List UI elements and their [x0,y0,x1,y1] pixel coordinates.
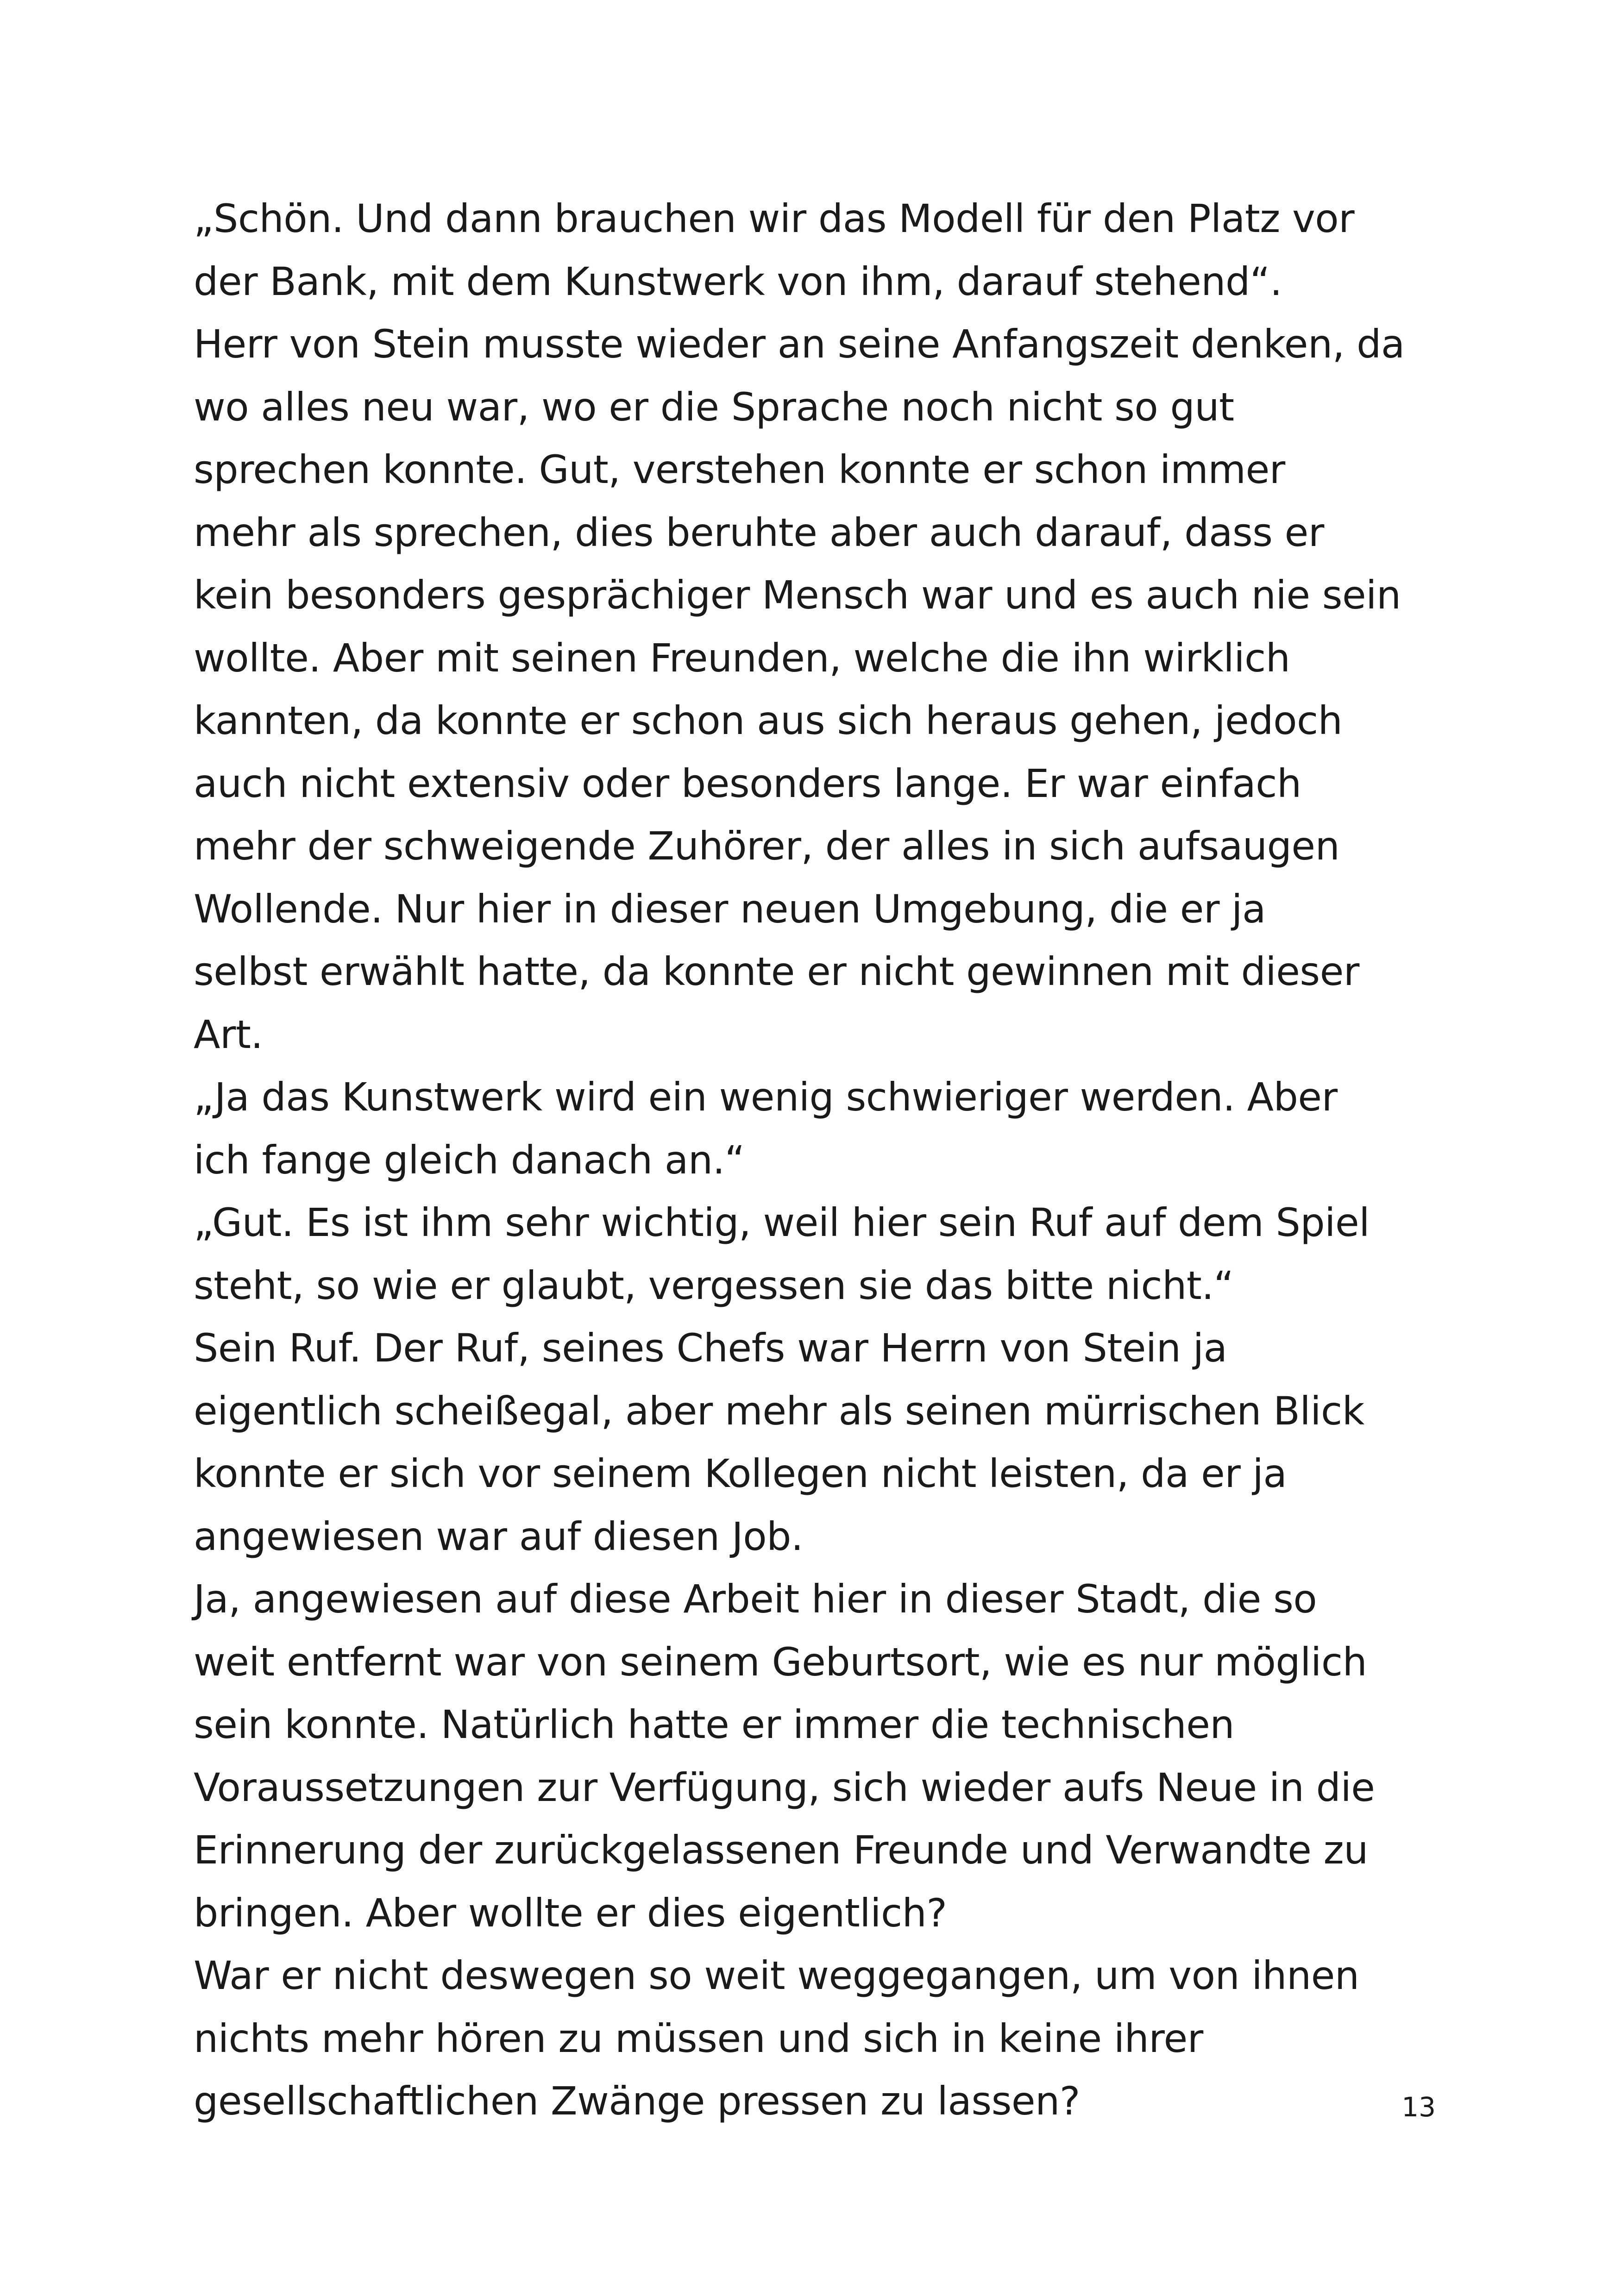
text-line: „Schön. Und dann brauchen wir das Modell für den Platz vor [194,196,1355,241]
text-line: nichts mehr hören zu müssen und sich in keine ihrer [194,2015,1203,2061]
text-line: konnte er sich vor seinem Kollegen nicht leisten, da er ja [194,1451,1287,1496]
text-line: angewiesen war auf diesen Job. [194,1513,804,1559]
text-line: gesellschaftlichen Zwänge pressen zu lassen? [194,2078,1080,2124]
text-line: kein besonders gesprächiger Mensch war und es auch nie sein [194,572,1401,618]
text-line: Wollende. Nur hier in dieser neuen Umgebung, die er ja [194,886,1266,932]
text-line: der Bank, mit dem Kunstwerk von ihm, darauf stehend“. [194,258,1282,304]
text-line: Sein Ruf. Der Ruf, seines Chefs war Herrn von Stein ja [194,1325,1227,1371]
text-line: sein konnte. Natürlich hatte er immer die technischen [194,1702,1235,1747]
text-line: auch nicht extensiv oder besonders lange. Er war einfach [194,760,1301,806]
text-line: mehr der schweigende Zuhörer, der alles in sich aufsaugen [194,823,1340,869]
text-line: bringen. Aber wollte er dies eigentlich? [194,1890,947,1936]
text-line: steht, so wie er glaubt, vergessen sie das bitte nicht.“ [194,1262,1234,1308]
text-line: Ja, angewiesen auf diese Arbeit hier in dieser Stadt, die so [194,1576,1317,1622]
text-line: eigentlich scheißegal, aber mehr als seinen mürrischen Blick [194,1388,1364,1434]
page-number: 13 [1401,2091,1436,2123]
text-line: Herr von Stein musste wieder an seine Anfangszeit denken, da [194,321,1405,367]
text-line: War er nicht deswegen so weit weggegangen, um von ihnen [194,1953,1359,1998]
text-line: mehr als sprechen, dies beruhte aber auch darauf, dass er [194,509,1324,555]
text-line: Erinnerung der zurückgelassenen Freunde und Verwandte zu [194,1827,1368,1873]
text-line: wo alles neu war, wo er die Sprache noch nicht so gut [194,384,1234,430]
text-line: „Gut. Es ist ihm sehr wichtig, weil hier sein Ruf auf dem Spiel [194,1200,1370,1245]
text-line: weit entfernt war von seinem Geburtsort, wie es nur möglich [194,1639,1367,1685]
text-line: sprechen konnte. Gut, verstehen konnte er schon immer [194,447,1285,492]
text-line: kannten, da konnte er schon aus sich heraus gehen, jedoch [194,698,1343,743]
text-line: Art. [194,1011,263,1057]
text-line: „Ja das Kunstwerk wird ein wenig schwieriger werden. Aber [194,1074,1338,1120]
text-line: wollte. Aber mit seinen Freunden, welche die ihn wirklich [194,635,1290,681]
text-line: Voraussetzungen zur Verfügung, sich wieder aufs Neue in die [194,1764,1375,1810]
body-text [194,188,1444,2133]
text-line: selbst erwählt hatte, da konnte er nicht gewinnen mit dieser [194,949,1359,994]
text-line: ich fange gleich danach an.“ [194,1137,745,1183]
